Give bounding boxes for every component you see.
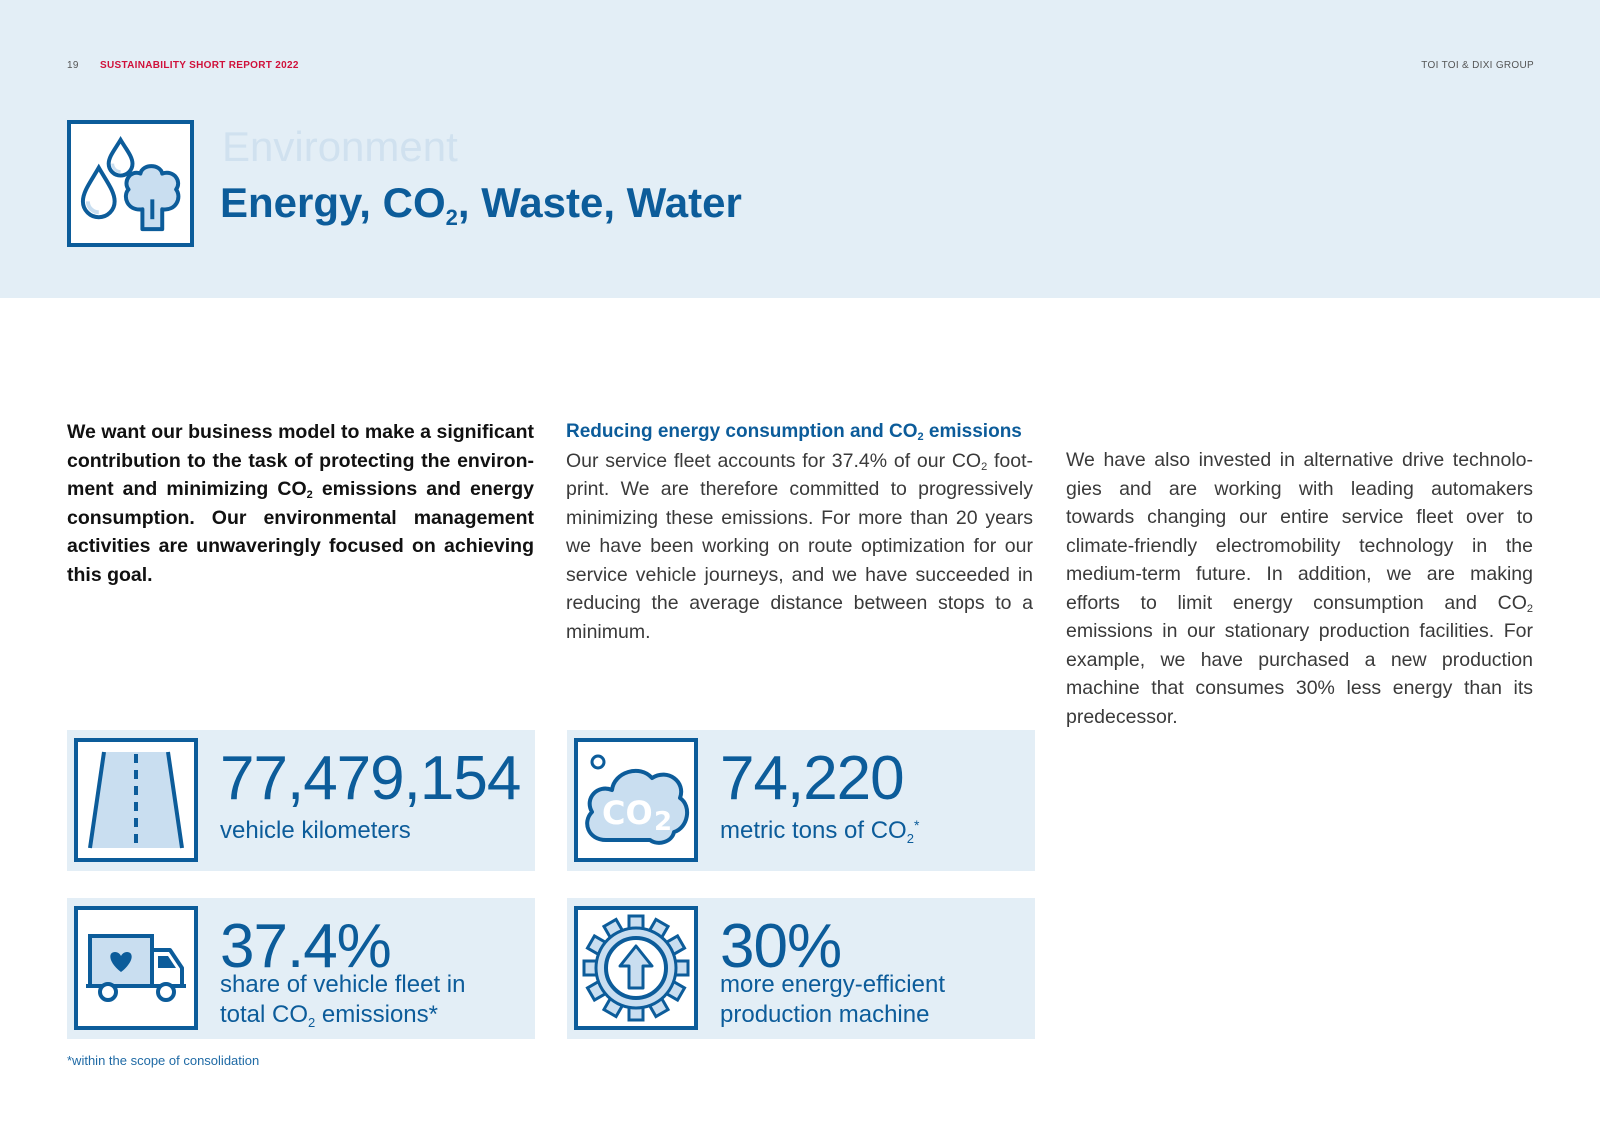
alternative-drive-paragraph: We have also invested in alternative drive technolo-gies and are working with leading automakers towards changing our entire service fleet over to climate-friendly electromobility technology in the medium-term future. In addition, we are making efforts to limit energy consumption and $CO_2$ emissions in our stationary production facilities. For example, we have purchased a new production machine that consumes 30% less energy than its predecessor. (1066, 449, 1533, 728)
water-drops-tree-icon (67, 120, 194, 247)
stat-value: 74,220 (720, 744, 904, 813)
page-title: Energy, $CO_2$, Waste, Water (220, 179, 742, 230)
footnote: *within the scope of consolidation (67, 1053, 260, 1068)
delivery-truck-heart-icon (74, 906, 198, 1030)
co2-cloud-icon (574, 738, 698, 862)
stat-vehicle-kilometers (67, 730, 535, 871)
section-heading: Reducing energy consumption and $CO_2$ emissions (566, 421, 1022, 443)
stat-fleet-share (67, 898, 535, 1039)
road-icon (74, 738, 198, 862)
report-name: SUSTAINABILITY SHORT REPORT 2022 (100, 60, 299, 71)
gear-arrow-up-icon (574, 906, 698, 1030)
stat-label: share of vehicle fleet in total $CO_2$ emissions* (220, 971, 466, 1030)
company-name: TOI TOI & DIXI GROUP (1421, 60, 1534, 71)
energy-reduction-paragraph: Our service fleet accounts for 37.4% of our $CO_2$ foot-print. We are therefore committed to progressively minimizing these emissions. For more than 20 years we have been working on route optimization for our service vehicle journeys, and we have succeeded in reducing the average distance between stops to a minimum. (566, 449, 1034, 643)
intro-paragraph: We want our business model to make a significant contribution to the task of protecting the environ-ment and minimizing $CO_2$ emissions and energy consumption. Our environmental management activities are unwaveringly focused on achieving this goal. (67, 421, 534, 586)
stat-value: 37.4% (220, 912, 391, 981)
stat-value: 77,479,154 (220, 744, 521, 813)
svg-text:CO: CO (602, 794, 653, 832)
stat-energy-efficient-machine (567, 898, 1035, 1039)
stat-value: 30% (720, 912, 842, 981)
stat-co2-tons (567, 730, 1035, 871)
page-number: 19 (67, 60, 79, 71)
stat-label: vehicle kilometers (220, 817, 411, 844)
stat-label: more energy-efficient production machine (720, 971, 945, 1028)
section-overline: Environment (222, 123, 458, 170)
energy-reduction-section (566, 418, 1033, 646)
stat-label: metric tons of $CO_2^*$ (720, 817, 920, 846)
svg-text:2: 2 (654, 807, 673, 837)
